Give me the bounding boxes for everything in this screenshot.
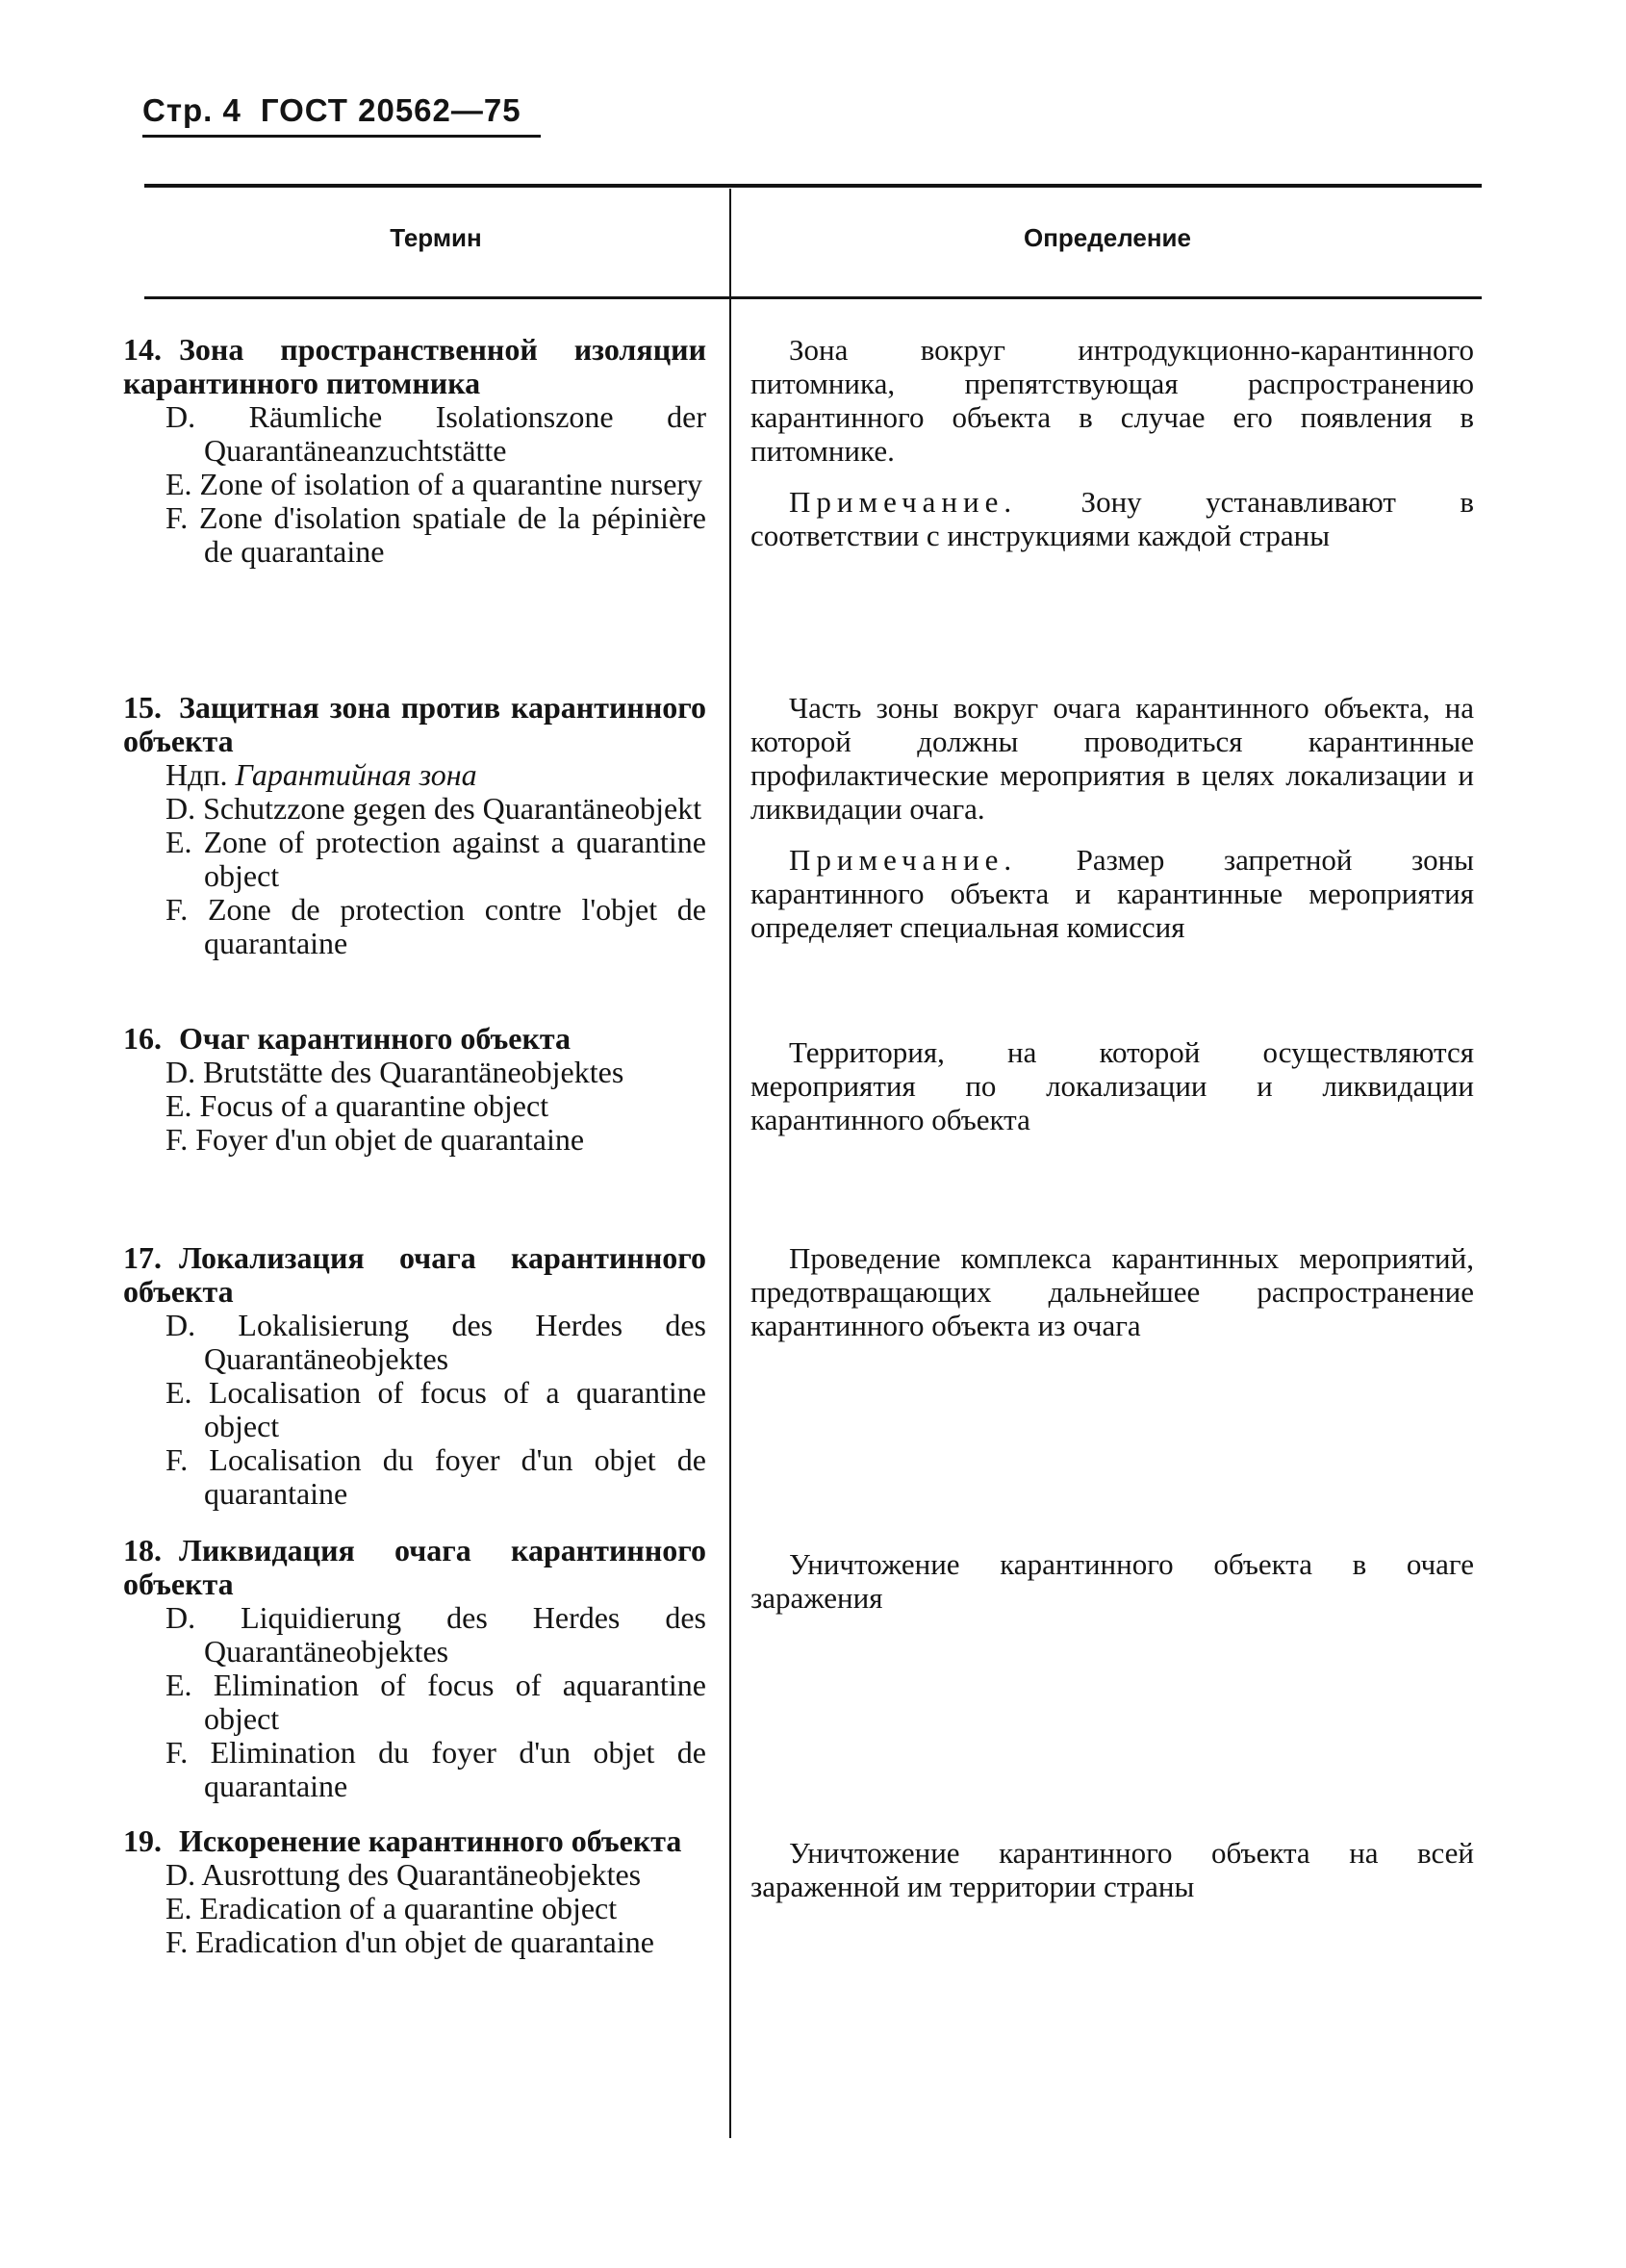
definition-text: Часть зоны вокруг очага карантинного объекта, на которой должны проводиться карантинные профилактические мероприятия в целях локализации и ликвидации очага. — [750, 691, 1474, 826]
term-title: 19. Искоренение карантинного объекта — [123, 1823, 682, 1858]
definition-text: Уничтожение карантинного объекта на всей зараженной им территории страны — [750, 1836, 1474, 1903]
term-french: F. Foyer d'un objet de quarantaine — [165, 1122, 585, 1157]
term-entry-14 — [123, 333, 706, 569]
term-number: 18. — [123, 1533, 162, 1567]
term-number: 16. — [123, 1021, 162, 1056]
term-german: D. Ausrottung des Quarantäneobjektes — [165, 1857, 642, 1892]
term-german: D. Liquidierung des Herdes des Quarantäneobjektes — [165, 1600, 706, 1669]
note-label: Примечание. — [789, 485, 1018, 519]
term-english: E. Eradication of a quarantine object — [165, 1891, 618, 1925]
definition-text: Уничтожение карантинного объекта в очаге заражения — [750, 1547, 1474, 1615]
term-entry-17 — [123, 1241, 706, 1511]
term-title: 18. Ликвидация очага карантинного объекта — [123, 1533, 706, 1601]
definition-19 — [750, 1836, 1474, 1903]
term-english: E. Zone of protection against a quarantine object — [165, 825, 706, 893]
term-german: D. Schutzzone gegen des Quarantäneobjekt — [165, 791, 702, 826]
column-header-definition: Определение — [1023, 223, 1191, 252]
table-top-rule — [144, 184, 1482, 188]
definition-17 — [750, 1241, 1474, 1342]
term-title: 15. Защитная зона против карантинного объекта — [123, 690, 706, 758]
definition-text: Зона вокруг интродукционно-карантинного питомника, препятствующая распространению карантинного объекта в случае его появления в питомнике. — [750, 333, 1474, 468]
term-not-allowed: Ндп. Гарантийная зона — [165, 757, 477, 792]
term-title: 16. Очаг карантинного объекта — [123, 1021, 572, 1056]
term-title: 17. Локализация очага карантинного объекта — [123, 1240, 706, 1309]
term-french: F. Localisation du foyer d'un objet de quarantaine — [165, 1442, 706, 1511]
definition-note — [750, 485, 1474, 552]
term-german: D. Räumliche Isolationszone der Quarantäneanzuchtstätte — [165, 399, 706, 468]
term-entry-18 — [123, 1534, 706, 1803]
definition-15 — [750, 691, 1474, 944]
term-french: F. Eradication d'un objet de quarantaine — [165, 1924, 654, 1959]
term-entry-15 — [123, 691, 706, 960]
term-english: E. Focus of a quarantine object — [165, 1088, 549, 1123]
definition-text: Территория, на которой осуществляются мероприятия по локализации и ликвидации карантинного объекта — [750, 1035, 1474, 1136]
term-number: 17. — [123, 1240, 162, 1275]
term-entry-19 — [123, 1824, 706, 1959]
term-number: 19. — [123, 1823, 162, 1858]
definition-text: Проведение комплекса карантинных мероприятий, предотвращающих дальнейшее распространение карантинного объекта из очага — [750, 1241, 1474, 1342]
definition-14 — [750, 333, 1474, 552]
term-title: 14. Зона пространственной изоляции карантинного питомника — [123, 332, 706, 400]
definition-note — [750, 843, 1474, 944]
term-english: E. Localisation of focus of a quarantine object — [165, 1375, 706, 1443]
term-entry-16 — [123, 1022, 706, 1157]
table-header-rule — [144, 296, 1482, 299]
note-label: Примечание. — [789, 843, 1018, 877]
column-header-term: Термин — [390, 223, 482, 252]
definition-16 — [750, 1035, 1474, 1136]
page-header — [142, 92, 541, 138]
definition-18 — [750, 1547, 1474, 1615]
term-german: D. Brutstätte des Quarantäneobjektes — [165, 1055, 624, 1089]
standard-id: ГОСТ 20562—75 — [260, 92, 521, 128]
page-number: Стр. 4 — [142, 92, 241, 128]
term-english: E. Zone of isolation of a quarantine nursery — [165, 467, 703, 501]
term-german: D. Lokalisierung des Herdes des Quarantäneobjektes — [165, 1308, 706, 1376]
note-text: Зону устанавливают в соответствии с инструкциями каждой страны — [750, 485, 1475, 552]
column-divider — [729, 189, 731, 2138]
term-french: F. Zone de protection contre l'objet de quarantaine — [165, 892, 706, 960]
term-french: F. Zone d'isolation spatiale de la pépinière de quarantaine — [165, 500, 706, 569]
note-text: Размер запретной зоны карантинного объекта и карантинные мероприятия определяет специальная комиссия — [750, 843, 1474, 944]
term-french: F. Elimination du foyer d'un objet de quarantaine — [165, 1735, 706, 1803]
term-number: 14. — [123, 332, 162, 367]
term-english: E. Elimination of focus of aquarantine object — [165, 1668, 706, 1736]
term-number: 15. — [123, 690, 162, 725]
